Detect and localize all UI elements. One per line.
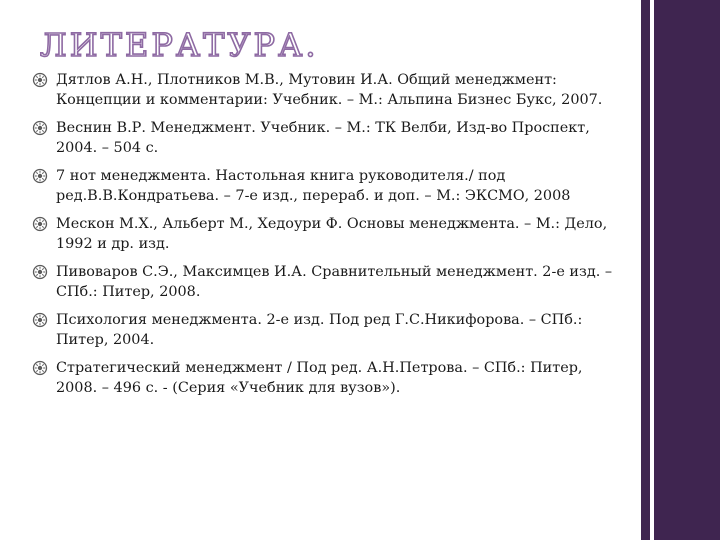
- reference-text: Стратегический менеджмент / Под ред. А.Н.Петрова. – СПб.: Питер, 2008. – 496 с. - (Серия «Учебник для вузов»).: [56, 360, 583, 396]
- circle-sun-icon: [32, 216, 48, 232]
- title-svg: [38, 22, 338, 66]
- reference-item: [32, 358, 617, 398]
- side-divider-line: [650, 0, 654, 540]
- reference-text: Мескон М.Х., Альберт М., Хедоури Ф. Основы менеджмента. – М.: Дело, 1992 и др. изд.: [56, 216, 608, 252]
- reference-item: [32, 70, 617, 110]
- reference-list: [32, 70, 617, 406]
- reference-item: [32, 118, 617, 158]
- circle-sun-icon: [32, 168, 48, 184]
- reference-text: Дятлов А.Н., Плотников М.В., Мутовин И.А. Общий менеджмент: Концепции и комментарии: Учебник. – М.: Альпина Бизнес Букс, 2007.: [56, 72, 603, 108]
- reference-item: [32, 166, 617, 206]
- title-container: [38, 22, 338, 66]
- reference-item: [32, 310, 617, 350]
- circle-sun-icon: [32, 360, 48, 376]
- reference-text: Веснин В.Р. Менеджмент. Учебник. – М.: ТК Велби, Изд-во Проспект, 2004. – 504 с.: [56, 120, 590, 156]
- circle-sun-icon: [32, 312, 48, 328]
- page-title: ЛИТЕРАТУРА.: [40, 26, 319, 64]
- reference-text: 7 нот менеджмента. Настольная книга руководителя./ под ред.В.В.Кондратьева. – 7-е изд., перераб. и доп. – М.: ЭКСМО, 2008: [56, 168, 571, 204]
- reference-item: [32, 262, 617, 302]
- circle-sun-icon: [32, 72, 48, 88]
- reference-text: Пивоваров С.Э., Максимцев И.А. Сравнительный менеджмент. 2-е изд. – СПб.: Питер, 2008.: [56, 264, 613, 300]
- circle-sun-icon: [32, 264, 48, 280]
- reference-item: [32, 214, 617, 254]
- reference-text: Психология менеджмента. 2-е изд. Под ред Г.С.Никифорова. – СПб.: Питер, 2004.: [56, 312, 583, 348]
- circle-sun-icon: [32, 120, 48, 136]
